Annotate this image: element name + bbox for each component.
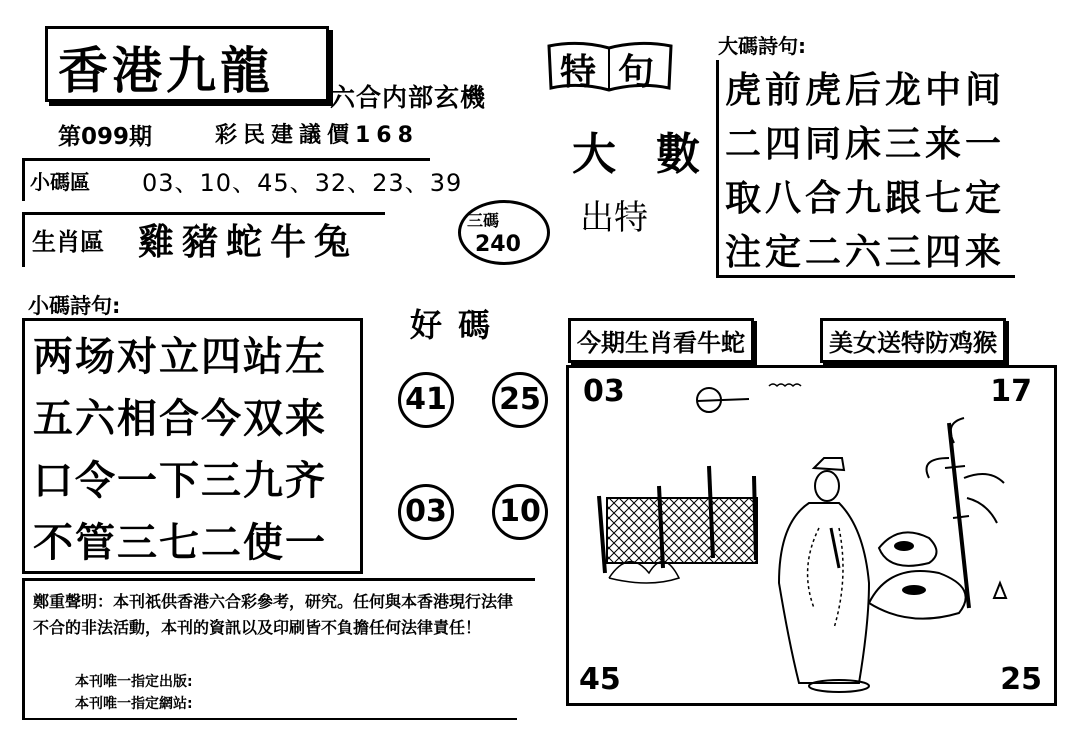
good-code-title: 好碼 [410,306,507,344]
small-poem-line: 五六相合今双来 [33,395,327,442]
big-poem-line: 二四同床三来一 [725,123,1006,165]
number-ball: 03 [398,484,454,540]
big-poem-line: 取八合九跟七定 [725,177,1006,219]
zodiac-label: 生肖區 [32,228,104,256]
big-poem-line: 虎前虎后龙中间 [725,69,1006,111]
big-poem-box [716,60,1015,278]
number-ball: 10 [492,484,548,540]
special-verse-answer: 大數 [572,129,740,180]
title-box [45,26,329,102]
publication-title: 香港九龍 [58,41,274,100]
website-line: 本刊唯一指定網站: [75,696,193,712]
small-poem-line: 不管三七二使一 [33,519,327,566]
zodiac-items: 雞豬蛇牛兔 [138,221,359,263]
corner-number: 25 [1000,662,1042,697]
zodiac-today-tag: 今期生肖看牛蛇 [568,318,754,363]
small-poem-line: 两场对立四站左 [33,333,327,380]
suggested-price: 彩民建議價168 [215,123,419,148]
corner-number: 45 [579,662,621,697]
small-poem-line: 口令一下三九齐 [33,457,327,504]
issue-number: 第099期 [58,124,153,150]
corner-number: 03 [583,374,625,409]
small-code-numbers: 03、10、45、32、23、39 [142,169,463,197]
subtitle: 六合内部玄機 [330,83,487,112]
big-poem-line: 注定二六三四来 [725,231,1006,273]
number-ball: 41 [398,372,454,428]
beauty-tag: 美女送特防鸡猴 [820,318,1006,363]
publisher-line: 本刊唯一指定出版: [75,674,193,690]
special-verse-title: 特句 [560,51,677,93]
big-poem-title: 大碼詩句: [718,34,806,58]
number-ball: 25 [492,372,548,428]
small-code-label: 小碼區 [30,170,90,194]
three-code-value: 240 [475,232,521,257]
illustration-frame [566,365,1057,706]
special-verse-sub: 出特 [580,198,648,238]
corner-number: 17 [990,374,1032,409]
scholar-garden-illustration [569,368,1048,697]
small-poem-title: 小碼詩句: [28,294,121,318]
disclaimer-box [22,578,535,719]
three-code-label: 三碼 [467,211,500,230]
bottom-rule [22,718,517,720]
small-poem-box [22,318,363,574]
disclaimer-text: 鄭重聲明：本刊祇供香港六合彩參考，研究。任何與本香港現行法律不合的非法活動，本刊的資訊以及印刷皆不負擔任何法律責任！ [33,592,514,637]
